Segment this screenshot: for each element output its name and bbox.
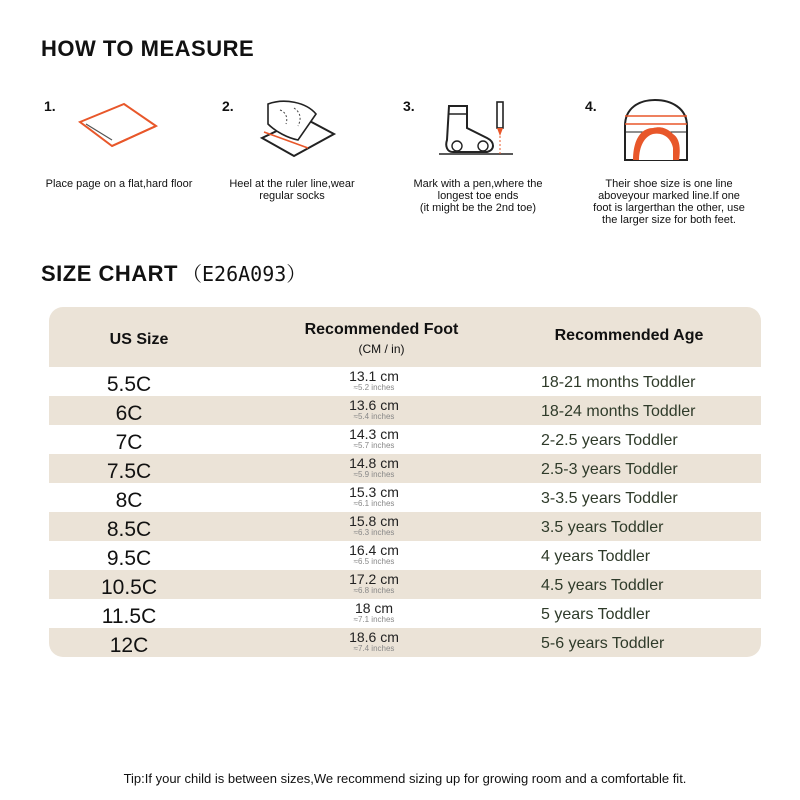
cell-foot-inches: ≈7.4 inches [353,644,395,653]
step-caption: Mark with a pen,where the longest toe ends (it might be the 2nd toe) [413,178,543,214]
cell-foot-inches: ≈5.9 inches [353,470,395,479]
table-row [49,483,761,512]
cell-foot-inches: ≈5.7 inches [353,441,395,450]
step-caption: Heel at the ruler line,wear regular socks [229,178,355,202]
cell-recommended-age: 18-24 months Toddler [541,403,696,420]
table-header [49,307,761,367]
cell-us-size: 9.5C [106,547,152,570]
cell-us-size: 7C [115,431,143,454]
cell-recommended-age: 5-6 years Toddler [541,635,665,652]
step-number: 3. [403,98,415,114]
cell-foot-cm: 14.8 cm [349,455,399,471]
step-caption: Place page on a flat,hard floor [45,178,193,190]
size-chart-table [49,307,761,657]
step-number: 1. [44,98,56,114]
table-row [49,570,761,599]
cell-us-size: 6C [115,402,143,425]
cell-foot-cm: 17.2 cm [349,571,399,587]
header-us-size: US Size [109,331,169,348]
cell-us-size: 8C [115,489,143,512]
table-row [49,599,761,628]
toe-mark-lines-icon [619,98,693,164]
table-row [49,454,761,483]
table-row [49,541,761,570]
cell-recommended-age: 5 years Toddler [541,606,651,623]
table-row [49,628,761,657]
cell-foot-cm: 14.3 cm [349,426,399,442]
cell-recommended-age: 2-2.5 years Toddler [541,432,678,449]
cell-foot-inches: ≈7.1 inches [353,615,395,624]
measure-step-4 [585,98,755,248]
cell-foot-cm: 13.6 cm [349,397,399,413]
cell-recommended-age: 3.5 years Toddler [541,519,664,536]
table-row [49,367,761,396]
sizing-tip: Tip:If your child is between sizes,We recommend sizing up for growing room and a comfortable fit. [123,771,687,786]
table-row [49,512,761,541]
cell-foot-cm: 18.6 cm [349,629,399,645]
measure-step-2 [222,98,392,248]
cell-us-size: 10.5C [100,576,158,599]
cell-recommended-age: 18-21 months Toddler [541,374,696,391]
table-body [49,367,761,657]
cell-foot-cm: 18 cm [354,600,394,616]
step-number: 4. [585,98,597,114]
paper-on-floor-icon [76,100,160,160]
cell-us-size: 12C [109,634,149,657]
header-recommended-age: Recommended Age [554,327,704,344]
heel-on-ruler-line-icon [258,98,338,162]
header-foot-unit: (CM / in) [358,342,405,356]
header-recommended-foot: Recommended Foot (CM / in) [279,321,484,356]
cell-foot-inches: ≈6.8 inches [353,586,395,595]
table-row [49,425,761,454]
cell-recommended-age: 4.5 years Toddler [541,577,664,594]
table-row [49,396,761,425]
cell-us-size: 8.5C [106,518,152,541]
measure-step-1 [44,98,214,248]
how-to-measure-title: HOW TO MEASURE [41,36,255,61]
cell-foot-inches: ≈6.1 inches [353,499,395,508]
cell-us-size: 5.5C [106,373,152,396]
cell-us-size: 7.5C [106,460,152,483]
sock-foot-with-pen-icon [437,98,517,158]
step-number: 2. [222,98,234,114]
cell-foot-cm: 13.1 cm [349,368,399,384]
measure-step-3 [403,98,573,248]
cell-foot-inches: ≈6.5 inches [353,557,395,566]
product-code: （E26A093） [182,262,307,286]
step-caption: Their shoe size is one line aboveyour marked line.If one foot is largerthan the other, use the larger size for both feet. [593,178,745,226]
cell-foot-inches: ≈5.4 inches [353,412,395,421]
cell-foot-inches: ≈6.3 inches [353,528,395,537]
cell-recommended-age: 4 years Toddler [541,548,651,565]
cell-foot-inches: ≈5.2 inches [353,383,395,392]
cell-recommended-age: 2.5-3 years Toddler [541,461,678,478]
cell-us-size: 11.5C [101,605,157,628]
cell-foot-cm: 16.4 cm [349,542,399,558]
cell-recommended-age: 3-3.5 years Toddler [541,490,678,507]
size-chart-title: SIZE CHART （E26A093） [41,261,307,286]
cell-foot-cm: 15.8 cm [349,513,399,529]
cell-foot-cm: 15.3 cm [349,484,399,500]
